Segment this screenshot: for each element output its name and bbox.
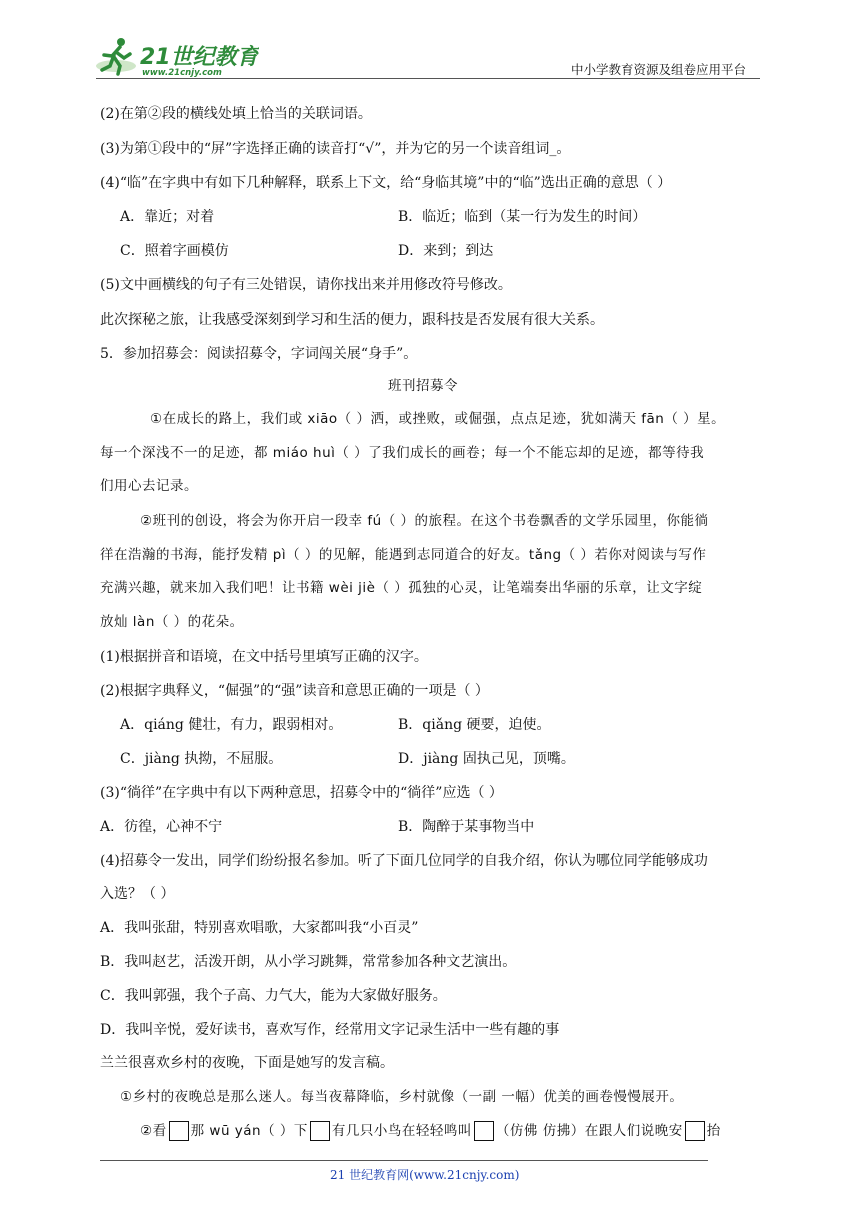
question-5-4-line1: (4)招募令一发出，同学们纷纷报名参加。听了下面几位同学的自我介绍，你认为哪位同学能够成功 — [100, 853, 708, 869]
footer-divider — [100, 1160, 708, 1161]
passage-p1-line2: 每一个深浅不一的足迹，都 miáo huì（ ）了我们成长的画卷；每一个不能忘却的足迹，都等待我 — [100, 445, 705, 461]
question-4-3: (3)为第①段中的“屏”字选择正确的读音打“√”，并为它的另一个读音组词_。 — [100, 141, 571, 157]
option-b: B．qiǎng 硬要，迫使。 — [398, 717, 551, 733]
logo-text: 21世纪教育 — [140, 45, 259, 70]
question-6-intro: 兰兰很喜欢乡村的夜晚，下面是她写的发言稿。 — [100, 1055, 394, 1071]
option-a: A．我叫张甜，特别喜欢唱歌，大家都叫我“小百灵” — [100, 920, 419, 936]
header-divider — [96, 78, 760, 79]
question-5-4-line2: 入选？（ ） — [100, 886, 175, 902]
question-5-2: (2)根据字典释义，“倔强”的“强”读音和意思正确的一项是（ ） — [100, 683, 489, 699]
speech-fragment: 那 wū yán（ ）下 — [190, 1123, 308, 1139]
passage-p1-line3: 们用心去记录。 — [100, 478, 198, 494]
footer-text[interactable]: 21 世纪教育网(www.21cnjy.com) — [330, 1168, 520, 1182]
punctuation-box[interactable] — [474, 1121, 494, 1141]
passage-p2-line4: 放灿 làn（ ）的花朵。 — [100, 614, 244, 630]
option-d: D．我叫辛悦，爱好读书，喜欢写作，经常用文字记录生活中一些有趣的事 — [100, 1022, 560, 1038]
option-b: B．陶醉于某事物当中 — [398, 819, 535, 835]
option-d: D．来到；到达 — [398, 243, 494, 259]
option-a: A．qiáng 健壮，有力，跟弱相对。 — [120, 717, 343, 733]
question-4-4: (4)“临”在字典中有如下几种解释，联系上下文，给“身临其境”中的“临”选出正确的意思（ ） — [100, 175, 672, 191]
question-5-1: (1)根据拼音和语境，在文中括号里填写正确的汉字。 — [100, 649, 428, 665]
punctuation-box[interactable] — [169, 1121, 189, 1141]
speech-fragment: 抬 — [706, 1123, 721, 1139]
speech-fragment: 有几只小鸟在轻轻鸣叫 — [331, 1123, 472, 1139]
question-4-2: (2)在第②段的横线处填上恰当的关联词语。 — [100, 106, 372, 122]
option-c: C．jiàng 执拗，不屈服。 — [120, 751, 283, 767]
option-c: C．我叫郭强，我个子高、力气大，能为大家做好服务。 — [100, 988, 447, 1004]
recruit-title: 班刊招募令 — [388, 378, 458, 394]
passage-p1-line1: ①在成长的路上，我们或 xiāo（ ）洒，或挫败，或倔强，点点足迹，犹如满天 fān（ ）星。 — [150, 411, 726, 427]
question-5-3: (3)“徜徉”在字典中有以下两种意思，招募令中的“徜徉”应选（ ） — [100, 785, 503, 801]
option-a: A．彷徨，心神不宁 — [100, 819, 223, 835]
logo-runner-icon — [94, 36, 259, 78]
option-c: C．照着字画模仿 — [120, 243, 229, 259]
punctuation-box[interactable] — [310, 1121, 330, 1141]
speech-line2 — [140, 1119, 721, 1143]
speech-fragment: ②看 — [140, 1123, 167, 1139]
question-4-5: (5)文中画横线的句子有三处错误，请你找出来并用修改符号修改。 — [100, 277, 512, 293]
option-b: B．临近；临到（某一行为发生的时间） — [398, 209, 647, 225]
speech-line1: ①乡村的夜晚总是那么迷人。每当夜幕降临，乡村就像（一副 一幅）优美的画卷慢慢展开。 — [120, 1089, 684, 1105]
passage-p2-line3: 充满兴趣，就来加入我们吧！让书籍 wèi jiè（ ）孤独的心灵，让笔端奏出华丽的乐章，让文字绽 — [100, 580, 703, 596]
option-a: A．靠近；对着 — [120, 209, 215, 225]
question-5-intro: 5．参加招募会：阅读招募令，字词闯关展“身手”。 — [100, 346, 418, 362]
passage-p2-line1: ②班刊的创设，将会为你开启一段幸 fú（ ）的旅程。在这个书卷飘香的文学乐园里，你能徜 — [140, 513, 709, 529]
punctuation-box[interactable] — [685, 1121, 705, 1141]
platform-name: 中小学教育资源及组卷应用平台 — [571, 62, 747, 77]
option-b: B．我叫赵艺，活泼开朗，从小学习跳舞，常常参加各种文艺演出。 — [100, 954, 517, 970]
passage-p2-line2: 徉在浩瀚的书海，能抒发精 pì（ ）的见解，能遇到志同道合的好友。tǎng（ ）若你对阅读与写作 — [100, 547, 707, 563]
speech-fragment: （仿佛 仿拂）在跟人们说晚安 — [495, 1123, 683, 1139]
error-sentence: 此次探秘之旅，让我感受深刻到学习和生活的便力，跟科技是否发展有很大关系。 — [100, 312, 604, 328]
option-d: D．jiàng 固执己见，顶嘴。 — [398, 751, 575, 767]
site-logo[interactable] — [94, 36, 259, 78]
logo-url: www.21cnjy.com — [142, 68, 222, 78]
